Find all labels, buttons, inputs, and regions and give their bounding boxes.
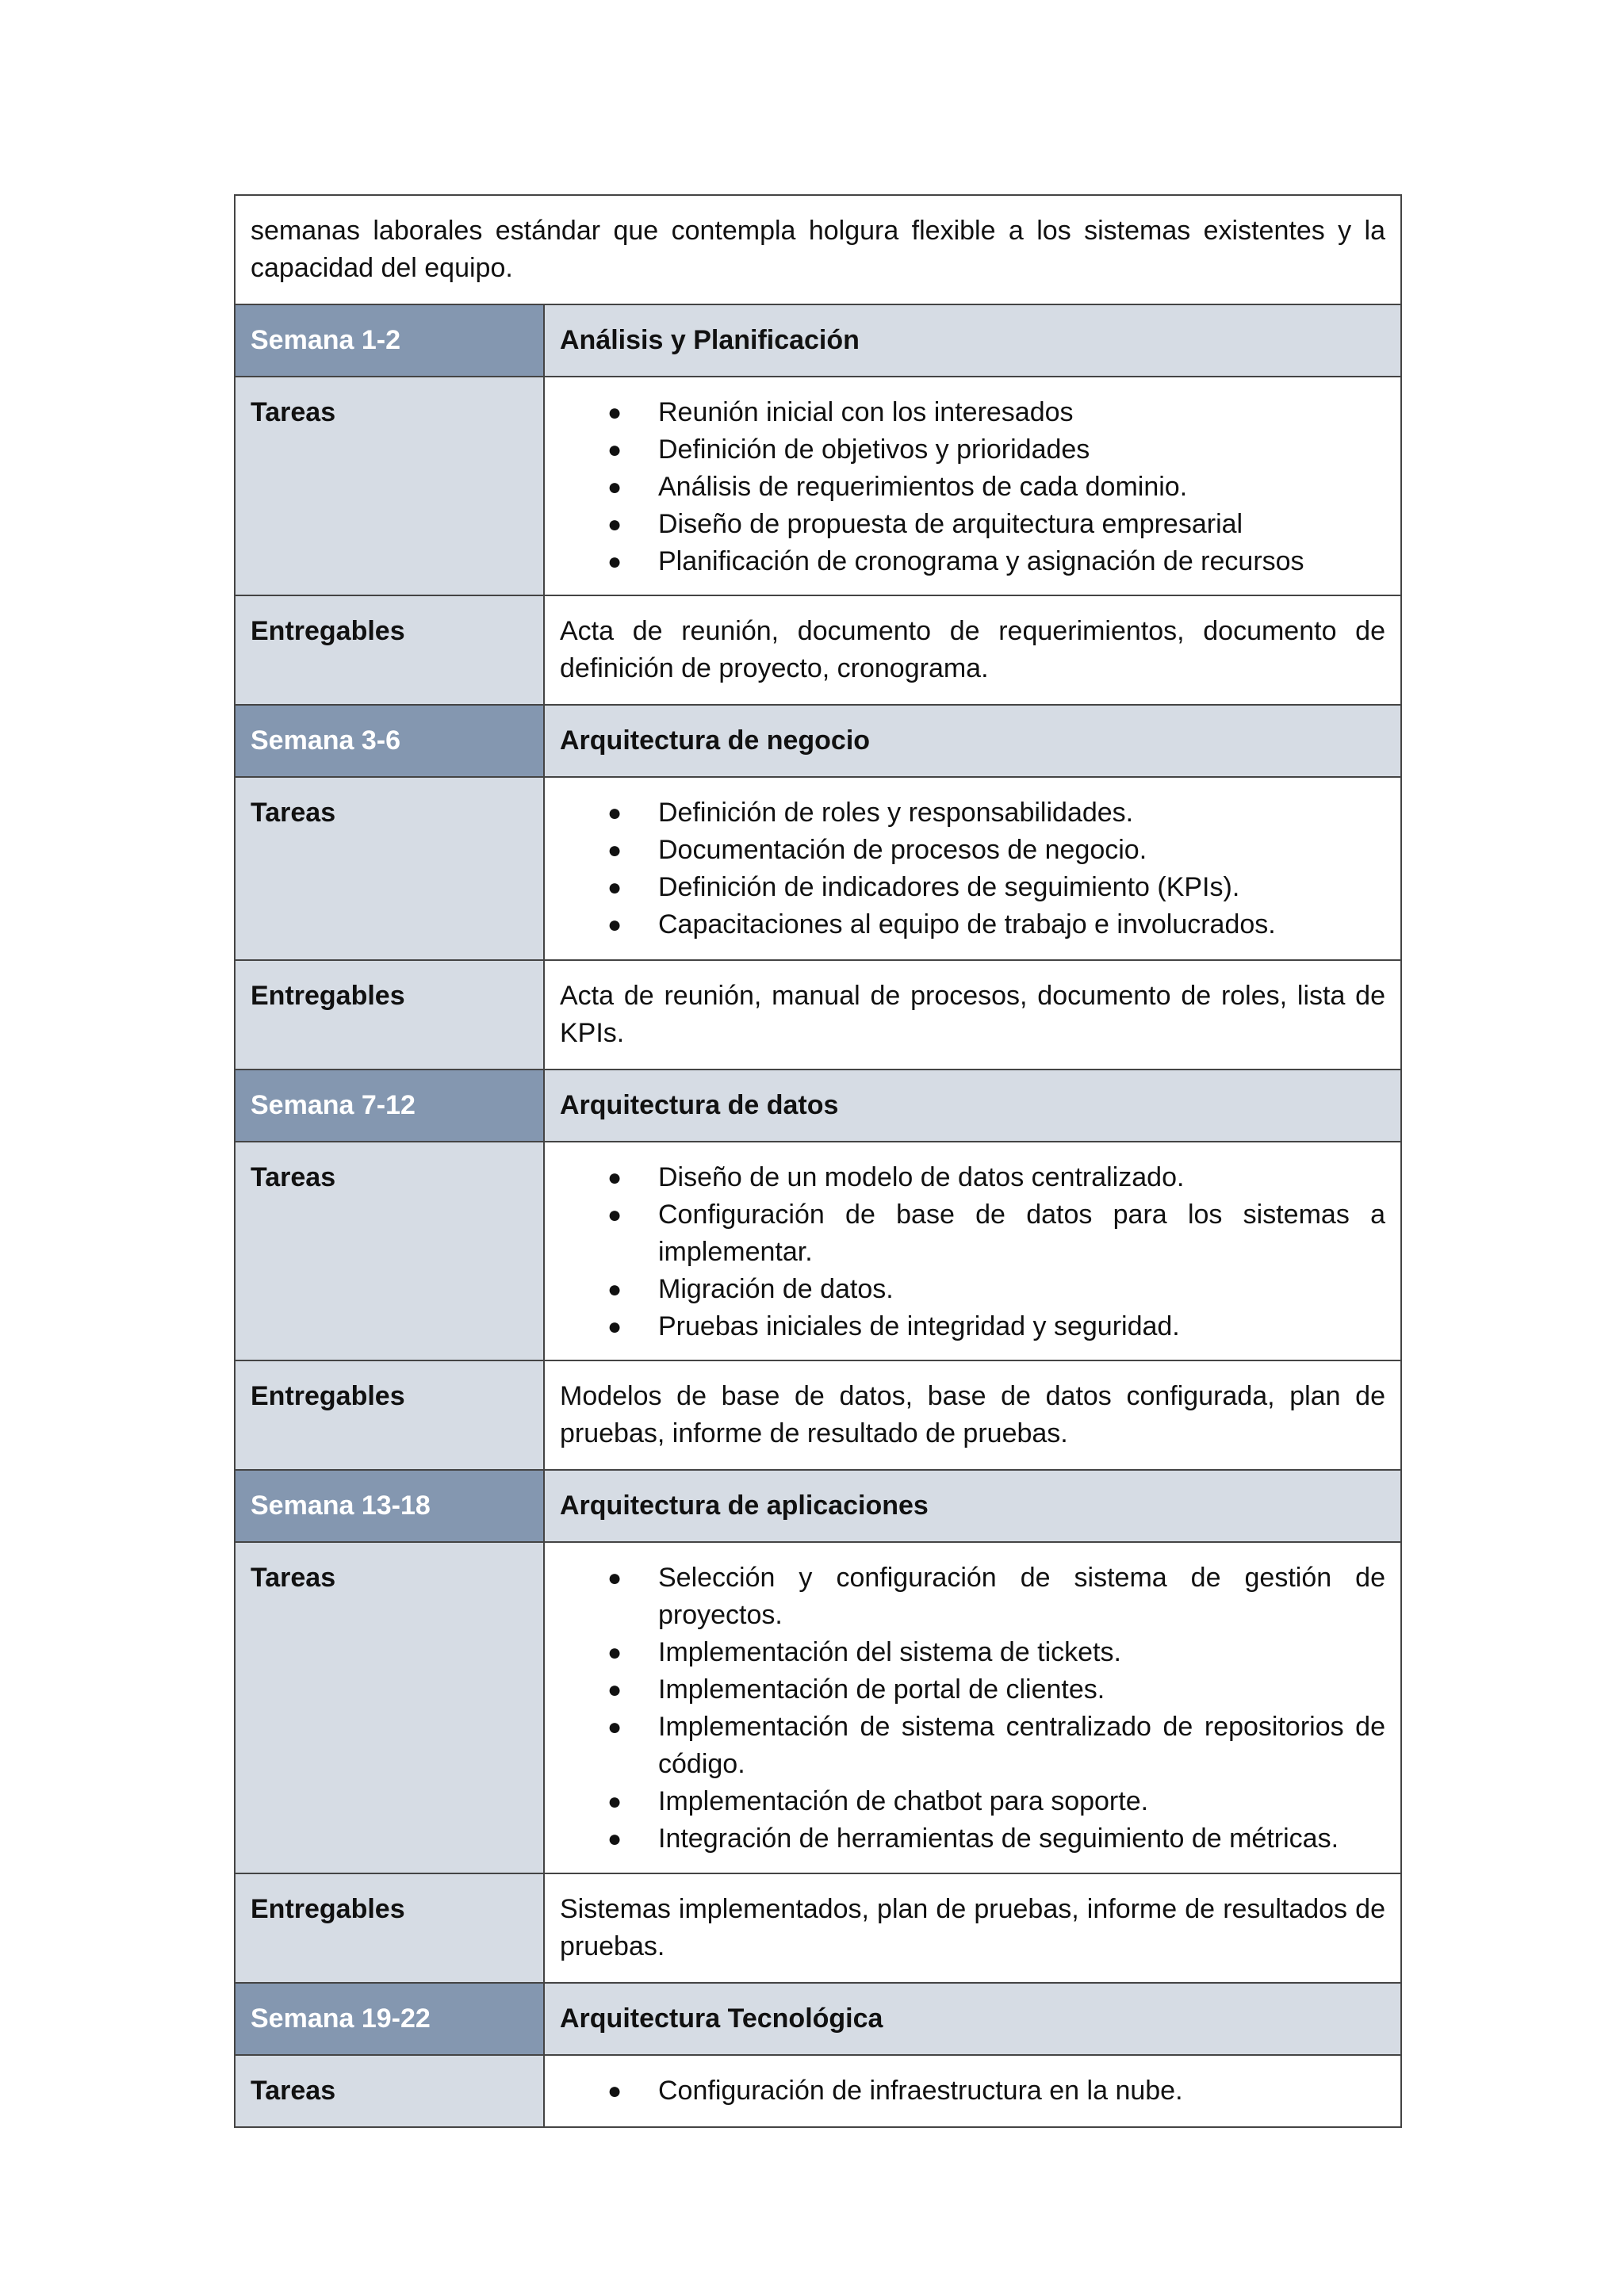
week-label: Semana 1-2 <box>235 304 544 377</box>
phase-title: Análisis y Planificación <box>544 304 1401 377</box>
list-item: ● Planificación de cronograma y asignación de recursos <box>560 543 1385 580</box>
tasks-cell <box>544 1142 1401 1360</box>
list-item: ● Pruebas iniciales de integridad y seguridad. <box>560 1308 1385 1345</box>
phase-header-row <box>235 1070 1401 1142</box>
deliverables-row <box>235 1873 1401 1983</box>
list-item: ● Documentación de procesos de negocio. <box>560 832 1385 869</box>
bullet-icon: ● <box>607 2078 622 2104</box>
list-item: ● Selección y configuración de sistema de gestión de proyectos. <box>560 1559 1385 1634</box>
task-list <box>560 1559 1385 1858</box>
task-list <box>560 1159 1385 1345</box>
tasks-row <box>235 777 1401 960</box>
deliverables-row <box>235 595 1401 705</box>
tasks-label: Tareas <box>235 1542 544 1873</box>
intro-text: semanas laborales estándar que contempla holgura flexible a los sistemas existentes y la capacidad del equipo. <box>251 216 1385 283</box>
list-item: ● Definición de objetivos y prioridades <box>560 431 1385 469</box>
deliverables-label: Entregables <box>235 1360 544 1470</box>
bullet-icon: ● <box>607 1202 622 1228</box>
bullet-icon: ● <box>607 912 622 938</box>
list-item: ● Configuración de infraestructura en la nube. <box>560 2072 1385 2110</box>
tasks-cell <box>544 377 1401 595</box>
bullet-icon: ● <box>607 1276 622 1303</box>
week-label: Semana 13-18 <box>235 1470 544 1542</box>
week-label: Semana 3-6 <box>235 705 544 777</box>
list-item: ● Diseño de un modelo de datos centralizado. <box>560 1159 1385 1196</box>
deliverables-cell: Sistemas implementados, plan de pruebas, informe de resultados de pruebas. <box>544 1873 1401 1983</box>
deliverables-label: Entregables <box>235 1873 544 1983</box>
deliverables-row <box>235 1360 1401 1470</box>
list-item: ● Análisis de requerimientos de cada dominio. <box>560 469 1385 506</box>
intro-cell <box>235 195 1401 304</box>
bullet-icon: ● <box>607 1640 622 1666</box>
bullet-icon: ● <box>607 1826 622 1852</box>
tasks-label: Tareas <box>235 377 544 595</box>
tasks-cell <box>544 777 1401 960</box>
list-item: ● Implementación de chatbot para soporte. <box>560 1783 1385 1820</box>
list-item: ● Definición de roles y responsabilidades. <box>560 794 1385 832</box>
task-list <box>560 394 1385 580</box>
week-label: Semana 19-22 <box>235 1983 544 2055</box>
deliverables-row <box>235 960 1401 1070</box>
bullet-icon: ● <box>607 511 622 538</box>
tasks-row <box>235 1542 1401 1873</box>
list-item: ● Integración de herramientas de seguimiento de métricas. <box>560 1820 1385 1858</box>
phase-title: Arquitectura de aplicaciones <box>544 1470 1401 1542</box>
tasks-cell <box>544 1542 1401 1873</box>
deliverables-cell: Modelos de base de datos, base de datos configurada, plan de pruebas, informe de resultado de pruebas. <box>544 1360 1401 1470</box>
task-list <box>560 2072 1385 2110</box>
tasks-row <box>235 2055 1401 2127</box>
phase-header-row <box>235 304 1401 377</box>
list-item: ● Reunión inicial con los interesados <box>560 394 1385 431</box>
bullet-icon: ● <box>607 1165 622 1191</box>
bullet-icon: ● <box>607 1789 622 1815</box>
bullet-icon: ● <box>607 474 622 500</box>
project-schedule-table <box>234 194 1402 2128</box>
tasks-row <box>235 1142 1401 1360</box>
bullet-icon: ● <box>607 1714 622 1740</box>
bullet-icon: ● <box>607 874 622 901</box>
deliverables-cell: Acta de reunión, documento de requerimientos, documento de definición de proyecto, cronograma. <box>544 595 1401 705</box>
bullet-icon: ● <box>607 437 622 463</box>
week-label: Semana 7-12 <box>235 1070 544 1142</box>
list-item: ● Capacitaciones al equipo de trabajo e involucrados. <box>560 906 1385 943</box>
list-item: ● Definición de indicadores de seguimiento (KPIs). <box>560 869 1385 906</box>
list-item: ● Configuración de base de datos para los sistemas a implementar. <box>560 1196 1385 1271</box>
phase-title: Arquitectura de negocio <box>544 705 1401 777</box>
bullet-icon: ● <box>607 1565 622 1591</box>
list-item: ● Migración de datos. <box>560 1271 1385 1308</box>
list-item: ● Implementación de sistema centralizado de repositorios de código. <box>560 1709 1385 1783</box>
bullet-icon: ● <box>607 549 622 575</box>
deliverables-cell: Acta de reunión, manual de procesos, documento de roles, lista de KPIs. <box>544 960 1401 1070</box>
bullet-icon: ● <box>607 1314 622 1340</box>
tasks-cell <box>544 2055 1401 2127</box>
bullet-icon: ● <box>607 837 622 863</box>
phase-header-row <box>235 1470 1401 1542</box>
bullet-icon: ● <box>607 400 622 426</box>
phase-header-row <box>235 705 1401 777</box>
deliverables-label: Entregables <box>235 960 544 1070</box>
bullet-icon: ● <box>607 800 622 826</box>
tasks-label: Tareas <box>235 2055 544 2127</box>
list-item: ● Diseño de propuesta de arquitectura empresarial <box>560 506 1385 543</box>
task-list <box>560 794 1385 943</box>
intro-row <box>235 195 1401 304</box>
deliverables-label: Entregables <box>235 595 544 705</box>
list-item: ● Implementación de portal de clientes. <box>560 1671 1385 1709</box>
tasks-row <box>235 377 1401 595</box>
phase-title: Arquitectura Tecnológica <box>544 1983 1401 2055</box>
bullet-icon: ● <box>607 1677 622 1703</box>
list-item: ● Implementación del sistema de tickets. <box>560 1634 1385 1671</box>
tasks-label: Tareas <box>235 777 544 960</box>
phase-header-row <box>235 1983 1401 2055</box>
tasks-label: Tareas <box>235 1142 544 1360</box>
phase-title: Arquitectura de datos <box>544 1070 1401 1142</box>
